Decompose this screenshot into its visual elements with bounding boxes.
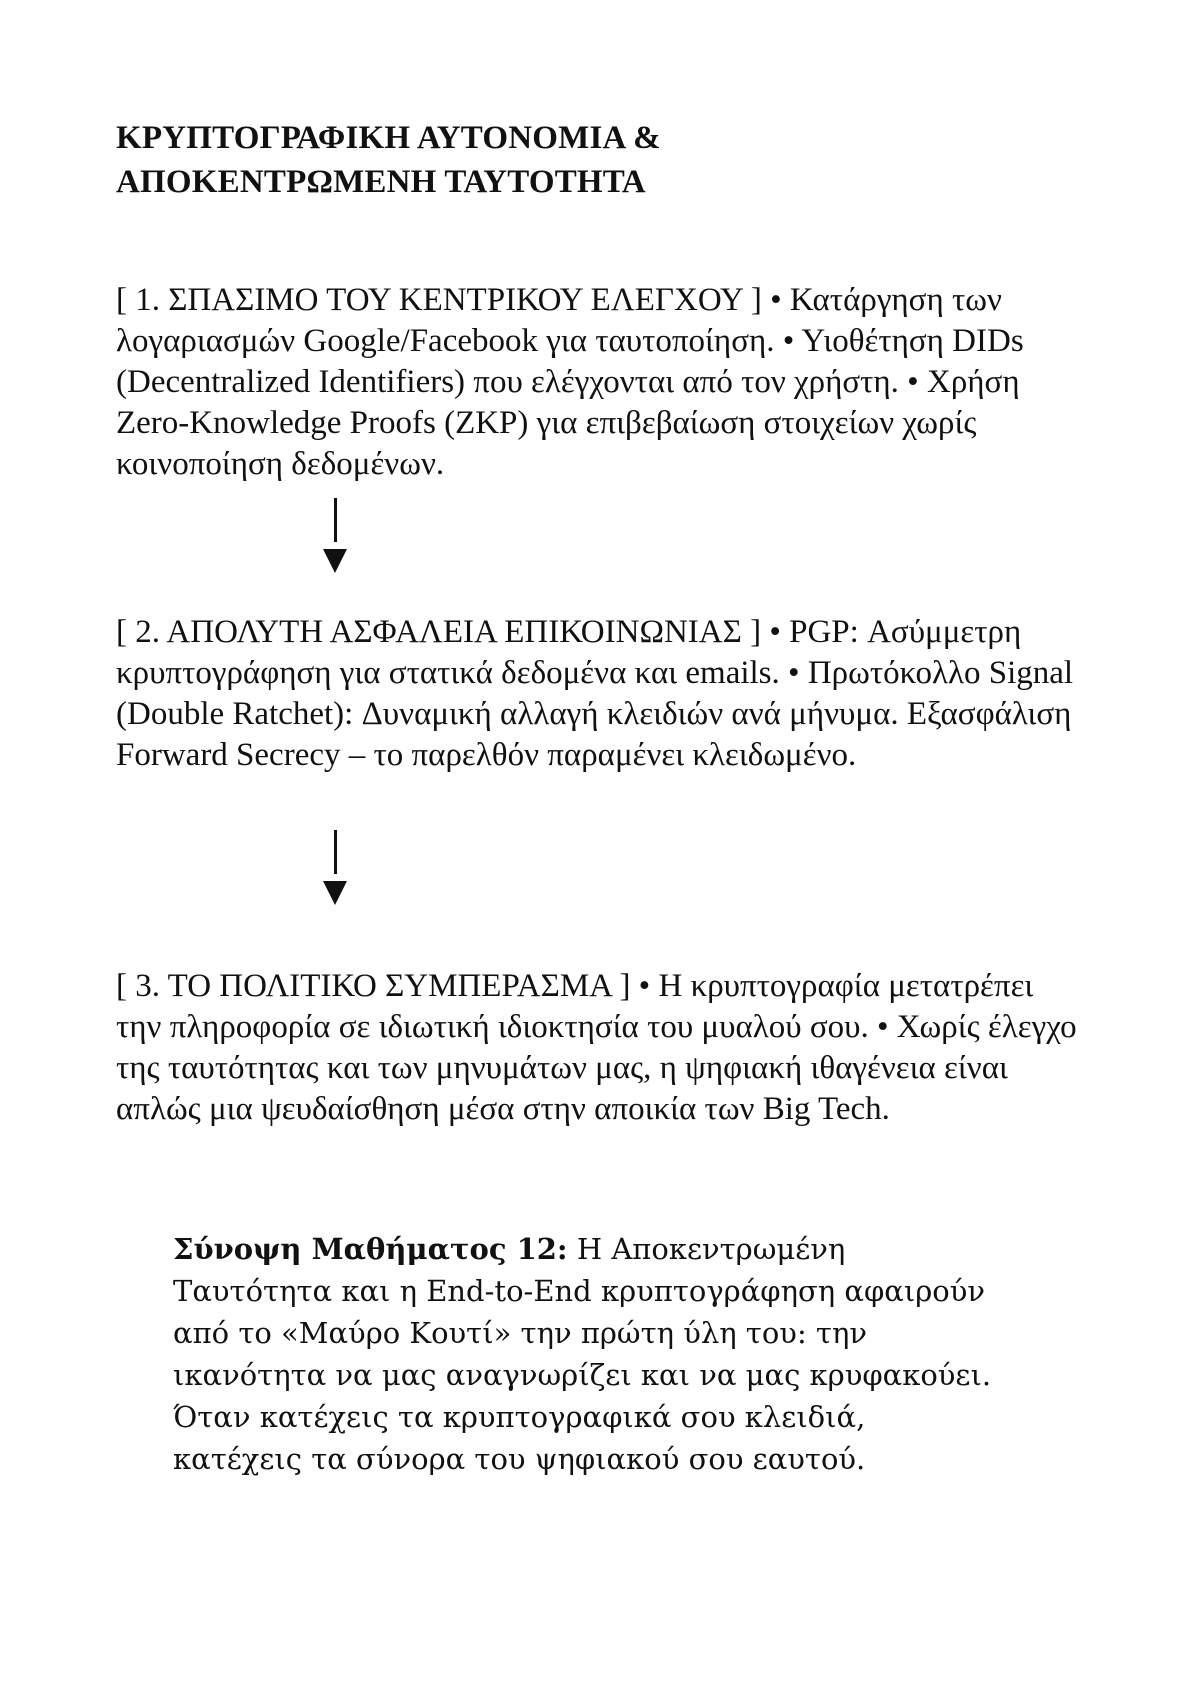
section-3-text: [ 3. ΤΟ ΠΟΛΙΤΙΚΟ ΣΥΜΠΕΡΑΣΜΑ ] • Η κρυπτογραφία μετατρέπει την πληροφορία σε ιδιωτική ιδιοκτησία του μυαλού σου. • Χωρίς έλεγχο της ταυτότητας και των μηνυμάτων μας, η ψηφιακή ιθαγένεια είναι απλώς μια ψευδαίσθηση μέσα στην αποικία των Big Tech. — [116, 968, 1077, 1127]
down-arrow-icon — [316, 498, 356, 578]
down-arrow-icon — [316, 830, 356, 910]
section-2-text: [ 2. ΑΠΟΛΥΤΗ ΑΣΦΑΛΕΙΑ ΕΠΙΚΟΙΝΩΝΙΑΣ ] • PGP: Ασύμμετρη κρυπτογράφηση για στατικά δεδομένα και emails. • Πρωτόκολλο Signal (Double Ratchet): Δυναμική αλλαγή κλειδιών ανά μήνυμα. Εξασφάλιση Forward Secrecy – το παρελθόν παραμένει κλειδωμένο. — [116, 614, 1074, 773]
document-title — [116, 116, 1076, 204]
section-1-text: [ 1. ΣΠΑΣΙΜΟ ΤΟΥ ΚΕΝΤΡΙΚΟΥ ΕΛΕΓΧΟΥ ] • Κατάργηση των λογαριασμών Google/Facebook για ταυτοποίηση. • Υιοθέτηση DIDs (Decentralized Identifiers) που ελέγχονται από τον χρήστη. • Χρήση Zero-Knowledge Proofs (ZKP) για επιβεβαίωση στοιχείων χωρίς κοινοποίηση δεδομένων. — [116, 282, 1024, 482]
arrow-head — [323, 881, 347, 905]
lesson-summary — [173, 1228, 1003, 1480]
arrow-shaft — [334, 498, 337, 542]
lesson-summary-text: Η Αποκεντρωμένη Ταυτότητα και η End-to-End κρυπτογράφηση αφαιρούν από το «Μαύρο Κουτί» την πρώτη ύλη του: την ικανότητα να μας αναγνωρίζει και να μας κρυφακούει. Όταν κατέχεις τα κρυπτογραφικά σου κλειδιά, κατέχεις τα σύνορα του ψηφιακού σου εαυτού. — [173, 1232, 992, 1476]
lesson-summary-label: Σύνοψη Μαθήματος 12: — [173, 1232, 568, 1266]
document-title-line-2: ΑΠΟΚΕΝΤΡΩΜΕΝΗ ΤΑΥΤΟΤΗΤΑ — [116, 164, 646, 200]
arrow-head — [323, 549, 347, 573]
arrow-shaft — [334, 830, 337, 874]
document-title-line-1: ΚΡΥΠΤΟΓΡΑΦΙΚΗ ΑΥΤΟΝΟΜΙΑ & — [116, 120, 661, 156]
